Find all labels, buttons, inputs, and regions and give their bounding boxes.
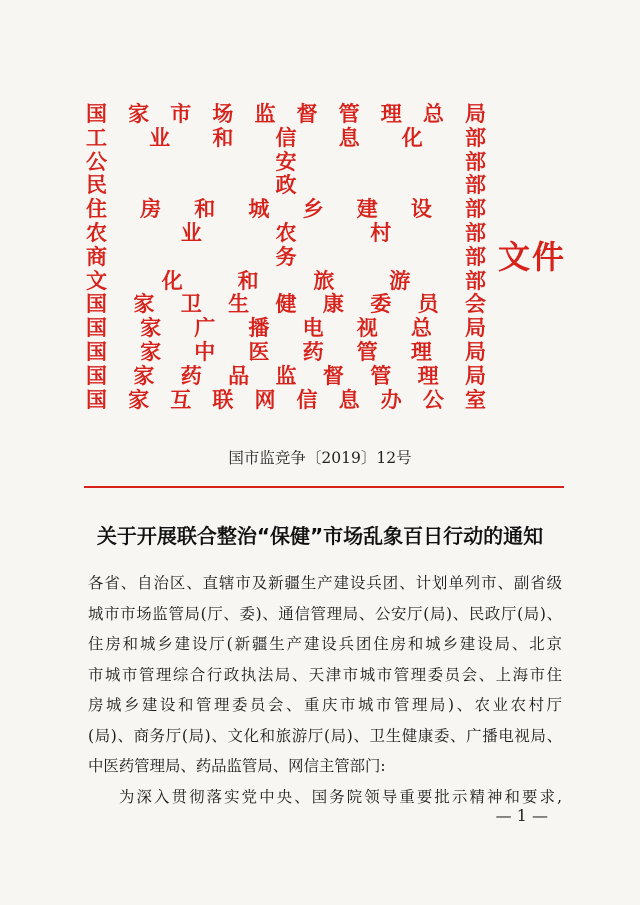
- department-char: 督: [322, 362, 344, 388]
- department-char: 局: [465, 362, 486, 388]
- department-char: 住: [86, 196, 107, 222]
- address-line: 城市市场监管局(厅、委)、通信管理局、公安厅(局)、民政厅(局)、: [88, 604, 562, 623]
- department-char: 文: [86, 267, 107, 293]
- department-char: 部: [464, 124, 486, 150]
- department-char: 会: [465, 291, 486, 317]
- department-char: 医: [248, 338, 270, 364]
- department-char: 电: [302, 315, 324, 341]
- department-char: 旅: [313, 267, 335, 293]
- department-char: 管: [370, 362, 392, 388]
- red-divider-line: [84, 486, 564, 488]
- department-char: 委: [370, 291, 392, 317]
- department-char: 化: [161, 267, 183, 293]
- address-line: 住房和城乡建设厅(新疆生产建设兵团住房和城乡建设局、北京: [88, 635, 562, 653]
- department-char: 业: [149, 124, 171, 150]
- department-char: 生: [228, 291, 250, 317]
- department-char: 互: [170, 386, 192, 412]
- department-char: 国: [86, 362, 107, 388]
- department-char: 监: [254, 101, 276, 126]
- department-char: 部: [464, 196, 486, 222]
- department-row: [86, 316, 486, 340]
- department-char: 务: [275, 243, 297, 269]
- department-char: 工: [86, 124, 107, 150]
- document-number: 国市监竞争〔2019〕12号: [228, 449, 412, 467]
- department-char: 办: [380, 386, 402, 412]
- department-char: 和: [237, 267, 259, 293]
- department-char: 农: [86, 219, 107, 245]
- department-row: [86, 150, 486, 174]
- department-row: [86, 245, 486, 269]
- department-row: [86, 269, 486, 293]
- department-char: 局: [464, 338, 486, 364]
- department-char: 视: [356, 315, 378, 341]
- department-char: 播: [248, 315, 270, 341]
- address-line: 中医药管理局、药品监管局、网信主管部门:: [88, 757, 386, 775]
- document-title: 关于开展联合整治“保健”市场乱象百日行动的通知: [96, 524, 544, 548]
- department-char: 部: [465, 172, 486, 198]
- department-char: 建: [356, 196, 378, 222]
- address-line: 各省、自治区、直辖市及新疆生产建设兵团、计划单列市、副省级: [88, 574, 562, 592]
- department-char: 家: [128, 386, 150, 412]
- department-char: 市: [170, 101, 192, 126]
- department-char: 化: [401, 124, 423, 150]
- page-number-text: — 1 —: [495, 806, 548, 825]
- department-char: 国: [86, 101, 107, 126]
- department-char: 督: [296, 101, 318, 126]
- department-row: [86, 126, 486, 150]
- department-row: [86, 388, 486, 412]
- department-char: 员: [417, 291, 439, 317]
- page-number: [0, 806, 640, 825]
- department-row: [86, 173, 486, 197]
- department-char: 安: [275, 148, 297, 174]
- department-char: 部: [465, 243, 486, 269]
- department-char: 信: [296, 386, 318, 412]
- department-char: 国: [86, 338, 107, 364]
- department-char: 联: [212, 386, 234, 412]
- department-char: 监: [275, 362, 297, 388]
- department-char: 国: [86, 315, 107, 341]
- department-row: [86, 340, 486, 364]
- department-char: 理: [410, 338, 432, 364]
- department-char: 政: [275, 172, 297, 198]
- department-row: [86, 292, 486, 316]
- department-char: 设: [410, 196, 432, 222]
- department-char: 家: [133, 362, 155, 388]
- department-char: 中: [194, 338, 216, 364]
- department-char: 国: [86, 386, 107, 412]
- department-char: 康: [322, 291, 344, 317]
- department-char: 家: [128, 101, 150, 126]
- department-char: 管: [338, 101, 360, 126]
- department-char: 药: [302, 338, 324, 364]
- department-char: 国: [86, 291, 107, 317]
- department-char: 公: [86, 148, 107, 174]
- department-char: 局: [464, 101, 486, 126]
- department-row: [86, 221, 486, 245]
- department-char: 家: [140, 315, 162, 341]
- department-char: 理: [417, 362, 439, 388]
- department-char: 总: [422, 101, 444, 126]
- department-char: 健: [275, 291, 297, 317]
- department-char: 信: [275, 124, 297, 150]
- department-row: [86, 364, 486, 388]
- department-char: 游: [389, 267, 411, 293]
- department-char: 室: [464, 386, 486, 412]
- department-char: 部: [465, 219, 486, 245]
- department-char: 息: [338, 124, 360, 150]
- department-char: 场: [212, 101, 234, 126]
- address-line: 市城市管理综合行政执法局、天津市城市管理委员会、上海市住: [88, 665, 562, 684]
- department-char: 家: [140, 338, 162, 364]
- paragraph-start: 为深入贯彻落实党中央、国务院领导重要批示精神和要求,: [119, 787, 562, 806]
- department-char: 城: [248, 196, 270, 222]
- department-char: 管: [356, 338, 378, 364]
- department-char: 业: [180, 219, 202, 245]
- department-char: 网: [254, 386, 276, 412]
- department-char: 农: [275, 219, 297, 245]
- department-char: 房: [140, 196, 162, 222]
- document-body: [88, 568, 562, 812]
- department-char: 总: [410, 315, 432, 341]
- department-char: 和: [194, 196, 216, 222]
- department-char: 公: [422, 386, 444, 412]
- department-char: 部: [464, 267, 486, 293]
- department-char: 村: [370, 219, 392, 245]
- department-char: 卫: [180, 291, 202, 317]
- department-char: 品: [228, 362, 250, 388]
- address-line: (局)、商务厅(局)、文化和旅游厅(局)、卫生健康委、广播电视局、: [88, 726, 562, 745]
- department-char: 商: [86, 243, 107, 269]
- department-row: [86, 197, 486, 221]
- department-char: 家: [133, 291, 155, 317]
- department-char: 民: [86, 172, 107, 198]
- department-char: 广: [194, 315, 216, 341]
- department-char: 和: [212, 124, 234, 150]
- department-char: 息: [338, 386, 360, 412]
- file-label: 文件: [498, 238, 567, 276]
- department-row: [86, 102, 486, 126]
- department-char: 乡: [302, 196, 324, 222]
- department-char: 药: [180, 362, 202, 388]
- department-char: 部: [465, 148, 486, 174]
- department-char: 局: [464, 315, 486, 341]
- issuing-departments: [86, 102, 486, 411]
- department-char: 理: [380, 101, 402, 126]
- address-line: 房城乡建设和管理委员会、重庆市城市管理局)、农业农村厅: [88, 696, 562, 714]
